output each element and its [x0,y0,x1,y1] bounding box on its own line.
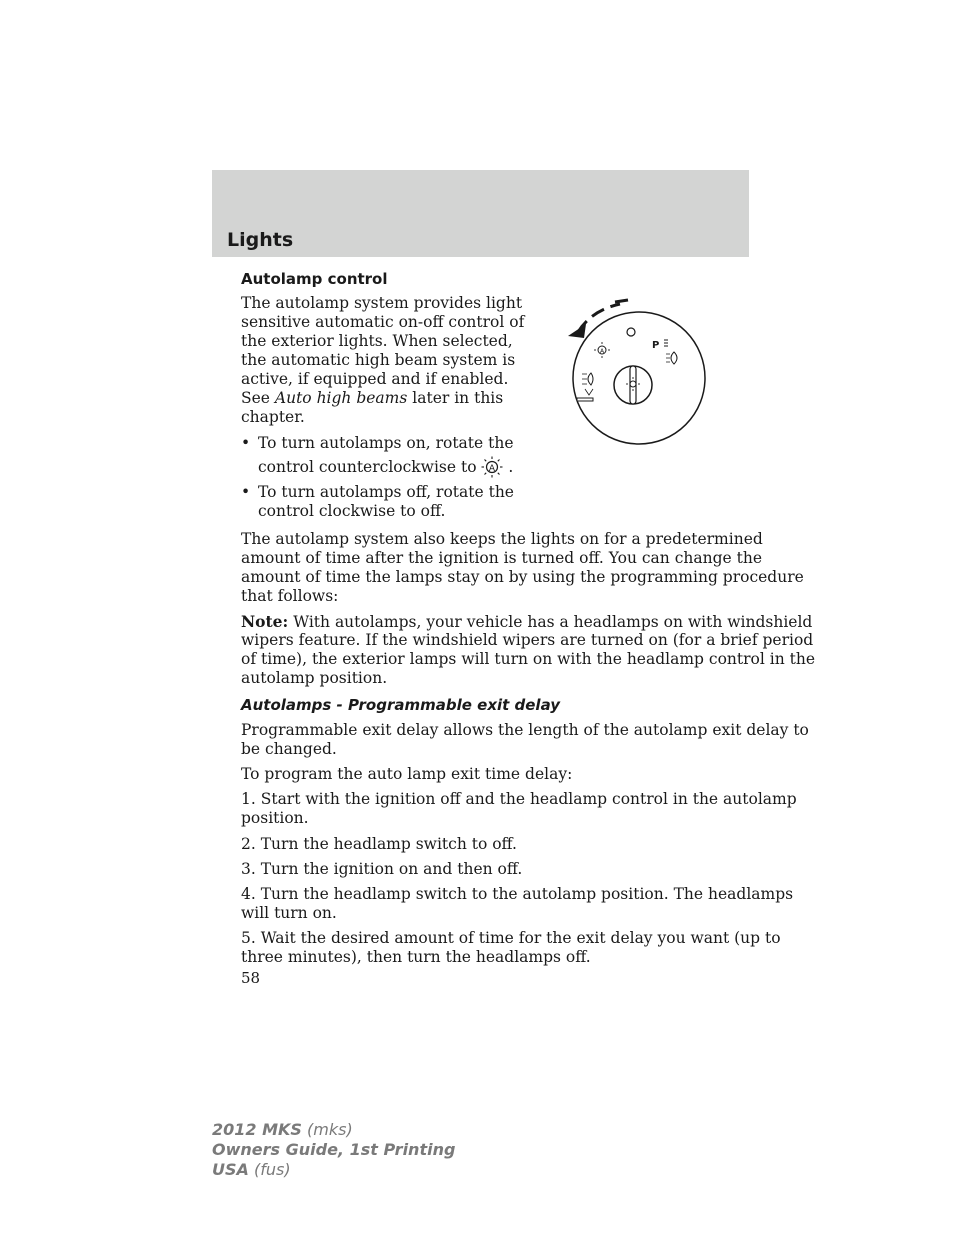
intro-line: the exterior lights. When selected, [241,332,513,350]
headlamp-control-diagram [562,296,712,450]
intro-line: The autolamp system provides light [241,294,523,312]
step-5: 5. Wait the desired amount of time for the exit delay you want (up to [241,929,781,947]
footer-model: 2012 MKS [212,1120,302,1139]
heading-programmable-exit-delay: Autolamps - Programmable exit delay [241,696,561,714]
paragraph-line: Programmable exit delay allows the length of the autolamp exit delay to [241,721,809,739]
step-2: 2. Turn the headlamp switch to off. [241,835,517,853]
note-line: of time), the exterior lamps will turn on with the headlamp control in the [241,650,815,668]
see-prefix: See [241,389,270,407]
step-1: 1. Start with the ignition off and the headlamp control in the autolamp [241,790,797,808]
intro-line: the automatic high beam system is [241,351,516,369]
note-line: autolamp position. [241,669,388,687]
footer-model-code: (mks) [307,1120,353,1139]
page-number: 58 [241,969,261,987]
heading-autolamp-control: Autolamp control [241,270,388,288]
footer-line-3 [212,1160,291,1180]
footer-market: USA [212,1160,249,1179]
bullet-text: To turn autolamps on, rotate the [258,434,514,452]
step-5-cont: three minutes), then turn the headlamps off. [241,948,591,966]
step-1-cont: position. [241,809,309,827]
step-4: 4. Turn the headlamp switch to the autolamp position. The headlamps [241,885,794,903]
paragraph-line: amount of time after the ignition is turned off. You can change the [241,549,763,567]
bullet-dot: • [241,434,251,452]
bullet-text: control clockwise to off. [258,502,446,520]
footer-guide: Owners Guide, 1st Printing [212,1140,456,1159]
program-intro: To program the auto lamp exit time delay: [241,765,573,783]
note-line [241,612,812,632]
paragraph-line: The autolamp system also keeps the lights on for a predetermined [241,530,763,548]
footer-line-1 [212,1120,353,1140]
step-4-cont: will turn on. [241,904,337,922]
bullet-dot: • [241,483,251,501]
note-label: Note: [241,612,289,631]
see-link-auto-high-beams[interactable]: Auto high beams [274,389,408,407]
bullet-text: To turn autolamps off, rotate the [258,483,514,501]
see-suffix: later in this [412,389,504,407]
footer-market-code: (fus) [254,1160,291,1179]
intro-line: active, if equipped and if enabled. [241,370,509,388]
svg-text:A: A [489,464,496,474]
note-line: wipers feature. If the windshield wipers are turned on (for a brief period [241,631,814,649]
bullet-end: . [508,458,514,476]
rotation-arrow-head [568,324,586,338]
instrument-dimmer-icon [577,398,593,401]
step-3: 3. Turn the ignition on and then off. [241,860,523,878]
see-reference-line [241,389,503,408]
autolamp-icon [481,456,503,483]
intro-line: sensitive automatic on-off control of [241,313,525,331]
section-header-band [212,170,749,257]
footer-line-2 [212,1140,455,1160]
knob-pointer [630,366,636,404]
see-last: chapter. [241,408,305,426]
svg-text:A: A [599,348,605,355]
bullet-text: control counterclockwise to [258,458,477,476]
paragraph-line: that follows: [241,587,339,605]
parking-icon-label: P [652,340,660,351]
paragraph-line: be changed. [241,740,337,758]
note-text: With autolamps, your vehicle has a headlamps on with windshield [293,613,813,631]
section-title: Lights [227,229,294,251]
paragraph-line: amount of time the lamps stay on by using the programming procedure [241,568,804,586]
